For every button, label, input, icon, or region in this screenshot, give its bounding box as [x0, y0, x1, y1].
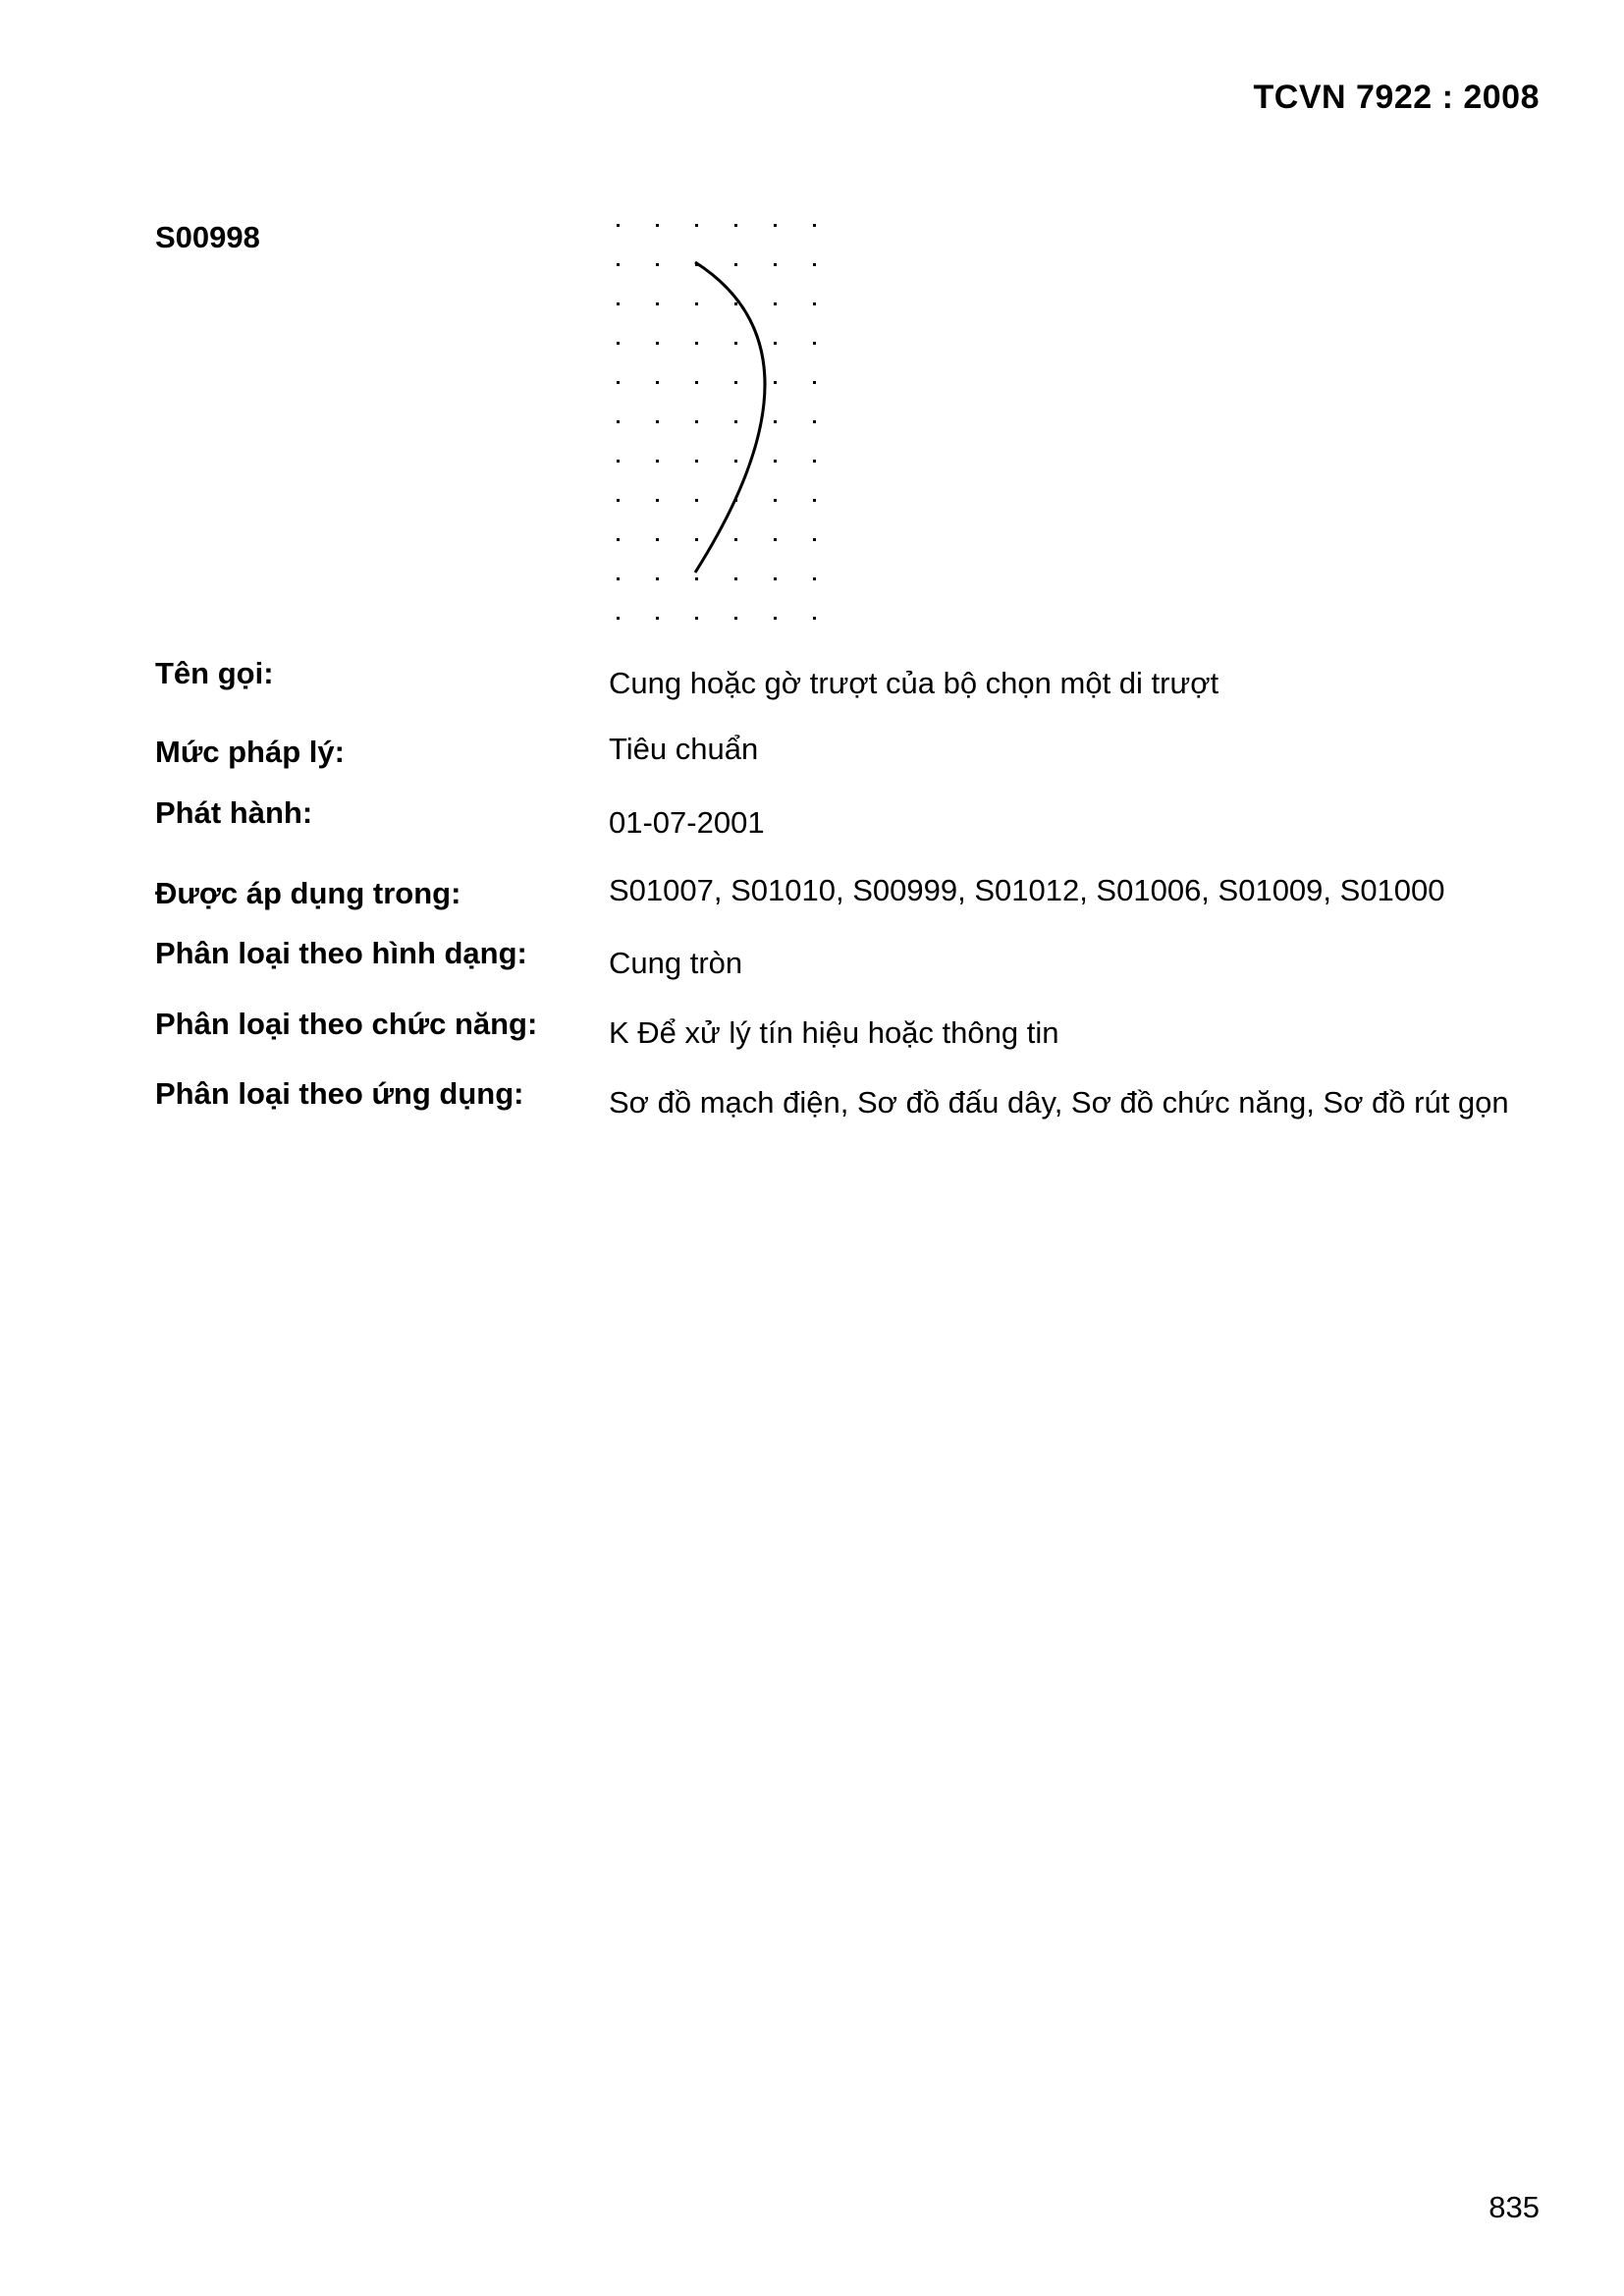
field-value-issued: 01-07-2001 [609, 805, 765, 840]
field-value-applied-in: S01007, S01010, S00999, S01012, S01006, S01009, S01000 [609, 873, 1445, 907]
field-label-shape-class: Phân loại theo hình dạng: [155, 936, 527, 970]
grid-dot [617, 617, 620, 620]
grid-dot [734, 342, 737, 345]
grid-dot [774, 460, 777, 463]
grid-dot [813, 342, 816, 345]
grid-dot [813, 224, 816, 227]
grid-dot [617, 460, 620, 463]
field-label-application-class: Phân loại theo ứng dụng: [155, 1076, 524, 1111]
grid-dot [656, 342, 659, 345]
grid-dot [695, 460, 698, 463]
grid-dot [813, 302, 816, 305]
symbol-id: S00998 [155, 220, 260, 254]
grid-dot [774, 577, 777, 580]
grid-dot [774, 263, 777, 266]
grid-dot [617, 577, 620, 580]
grid-dot [617, 538, 620, 541]
field-value-function-class: K Để xử lý tín hiệu hoặc thông tin [609, 1015, 1059, 1050]
field-value-application-class: Sơ đồ mạch điện, Sơ đồ đấu dây, Sơ đồ chức năng, Sơ đồ rút gọn [609, 1085, 1509, 1120]
field-label-applied-in: Được áp dụng trong: [155, 876, 461, 910]
grid-dot [656, 224, 659, 227]
grid-dot [617, 420, 620, 423]
grid-dot [813, 381, 816, 384]
grid-dot [617, 342, 620, 345]
field-label-issued: Phát hành: [155, 795, 313, 830]
grid-dot [813, 617, 816, 620]
grid-dot [695, 302, 698, 305]
field-value-shape-class: Cung tròn [609, 946, 743, 980]
grid-dot [695, 381, 698, 384]
grid-dot [695, 499, 698, 502]
grid-dot [617, 302, 620, 305]
grid-dot [617, 499, 620, 502]
grid-dot [695, 224, 698, 227]
field-label-legal-level: Mức pháp lý: [155, 735, 345, 769]
grid-dot [656, 381, 659, 384]
grid-dot [656, 460, 659, 463]
grid-dot [656, 499, 659, 502]
grid-dot [656, 263, 659, 266]
grid-dot [774, 342, 777, 345]
grid-dot [734, 538, 737, 541]
grid-dot [617, 224, 620, 227]
grid-dot [656, 302, 659, 305]
grid-dot [813, 460, 816, 463]
field-label-name: Tên gọi: [155, 656, 274, 690]
grid-dot [774, 420, 777, 423]
grid-dots [617, 224, 816, 620]
grid-dot [813, 538, 816, 541]
page-number: 835 [1489, 2190, 1540, 2224]
grid-dot [695, 420, 698, 423]
grid-dot [734, 381, 737, 384]
grid-dot [774, 381, 777, 384]
grid-dot [813, 577, 816, 580]
grid-dot [695, 617, 698, 620]
grid-dot [774, 302, 777, 305]
grid-dot [774, 499, 777, 502]
grid-dot [774, 538, 777, 541]
grid-dot [656, 420, 659, 423]
grid-dot [734, 302, 737, 305]
grid-dot [813, 499, 816, 502]
field-value-name: Cung hoặc gờ trượt của bộ chọn một di trượt [609, 666, 1219, 700]
grid-dot [656, 617, 659, 620]
field-label-function-class: Phân loại theo chức năng: [155, 1007, 538, 1041]
grid-dot [656, 577, 659, 580]
grid-dot [617, 263, 620, 266]
dotted-grid-arc-symbol-icon [589, 206, 844, 629]
grid-dot [813, 263, 816, 266]
grid-dot [734, 263, 737, 266]
grid-dot [734, 577, 737, 580]
grid-dot [656, 538, 659, 541]
grid-dot [734, 224, 737, 227]
grid-dot [695, 342, 698, 345]
grid-dot [695, 577, 698, 580]
grid-dot [774, 617, 777, 620]
grid-dot [617, 381, 620, 384]
grid-dot [734, 460, 737, 463]
grid-dot [695, 538, 698, 541]
grid-dot [734, 617, 737, 620]
arc-line [695, 262, 765, 573]
field-value-legal-level: Tiêu chuẩn [609, 732, 759, 766]
standard-code: TCVN 7922 : 2008 [1253, 79, 1540, 116]
grid-dot [813, 420, 816, 423]
grid-dot [734, 420, 737, 423]
grid-dot [774, 224, 777, 227]
